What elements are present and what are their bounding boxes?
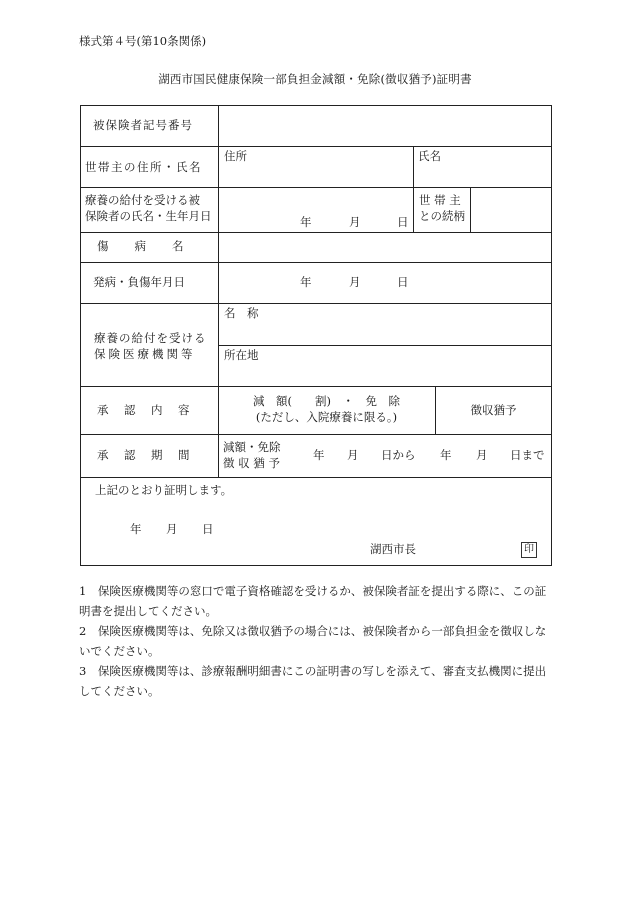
note-item: 2 保険医療機関等は、免除又は徴収猶予の場合には、被保険者から一部負担金を徴収しないでください。 bbox=[79, 624, 547, 658]
certification-statement: 上記のとおり証明します。 bbox=[95, 483, 233, 497]
onset-month-label: 月 bbox=[349, 275, 361, 289]
name-label: 氏名 bbox=[418, 149, 441, 163]
institution-address-field[interactable] bbox=[220, 347, 550, 385]
institution-label-line-1: 療養の給付を受ける bbox=[94, 331, 207, 345]
form-number: 様式第４号(第10条関係) bbox=[79, 34, 207, 48]
address-label: 住所 bbox=[224, 149, 247, 163]
approval-reduction-line-1[interactable]: 減 額( 割) ・ 免 除 bbox=[253, 394, 400, 408]
column-divider bbox=[470, 187, 471, 232]
row-divider bbox=[80, 434, 552, 435]
relation-label-line-2: との続柄 bbox=[419, 209, 465, 223]
certification-day: 日 bbox=[202, 522, 214, 536]
approval-period-label: 承 認 期 間 bbox=[97, 448, 192, 462]
row-divider bbox=[80, 386, 552, 387]
household-address-field[interactable] bbox=[220, 148, 412, 186]
onset-date-label: 発病・負傷年月日 bbox=[93, 275, 185, 289]
period-start-day: 日から bbox=[381, 448, 416, 462]
birth-day-label: 日 bbox=[397, 215, 409, 229]
birth-year-label: 年 bbox=[300, 215, 312, 229]
institution-name-field[interactable] bbox=[220, 305, 550, 344]
approval-reduction-line-2: (ただし、入院療養に限る。) bbox=[255, 410, 398, 424]
insured-number-label: 被保険者記号番号 bbox=[93, 118, 193, 132]
row-divider bbox=[80, 146, 552, 147]
certification-year: 年 bbox=[130, 522, 142, 536]
institution-address-label: 所在地 bbox=[224, 348, 259, 362]
certification-month: 月 bbox=[166, 522, 178, 536]
row-divider bbox=[80, 232, 552, 233]
household-name-field[interactable] bbox=[415, 148, 551, 186]
row-divider bbox=[80, 187, 552, 188]
birth-month-label: 月 bbox=[349, 215, 361, 229]
relation-field[interactable] bbox=[472, 189, 551, 231]
issuer-name: 湖西市長 bbox=[370, 542, 416, 556]
document-title: 湖西市国民健康保険一部負担金減額・免除(徴収猶予)証明書 bbox=[158, 72, 472, 86]
period-end-month: 月 bbox=[476, 448, 488, 462]
approval-deferral-option[interactable]: 徴収猶予 bbox=[470, 403, 517, 417]
patient-label-line-1: 療養の給付を受ける被 bbox=[85, 193, 200, 207]
disease-label: 傷 病 名 bbox=[97, 239, 185, 253]
patient-label-line-2: 保険者の氏名・生年月日 bbox=[85, 209, 212, 223]
period-type-line-1: 減額・免除 bbox=[223, 440, 281, 454]
note-item: 1 保険医療機関等の窓口で電子資格確認を受けるか、被保険者証を提出する際に、この証明書を提出してください。 bbox=[79, 584, 547, 618]
period-start-year: 年 bbox=[313, 448, 325, 462]
period-end-year: 年 bbox=[440, 448, 452, 462]
patient-name-field[interactable] bbox=[220, 189, 412, 231]
row-divider bbox=[80, 262, 552, 263]
row-divider bbox=[80, 303, 552, 304]
period-type-line-2: 徴 収 猶 予 bbox=[223, 456, 280, 470]
institution-name-label: 名 称 bbox=[224, 306, 259, 320]
period-end-day: 日まで bbox=[510, 448, 545, 462]
column-divider bbox=[413, 146, 414, 232]
row-divider bbox=[80, 477, 552, 478]
approval-content-label: 承 認 内 容 bbox=[97, 403, 192, 417]
relation-label-line-1: 世 帯 主 bbox=[419, 193, 461, 207]
institution-label-line-2: 保険医療機関等 bbox=[94, 347, 196, 361]
insured-number-field[interactable] bbox=[220, 107, 550, 145]
onset-day-label: 日 bbox=[397, 275, 409, 289]
onset-year-label: 年 bbox=[300, 275, 312, 289]
household-head-label: 世帯主の住所・氏名 bbox=[85, 160, 202, 174]
period-start-month: 月 bbox=[347, 448, 359, 462]
row-divider bbox=[218, 345, 552, 346]
seal-mark: 印 bbox=[521, 542, 537, 558]
note-item: 3 保険医療機関等は、診療報酬明細書にこの証明書の写しを添えて、審査支払機関に提出してください。 bbox=[79, 664, 547, 698]
disease-field[interactable] bbox=[220, 234, 550, 261]
